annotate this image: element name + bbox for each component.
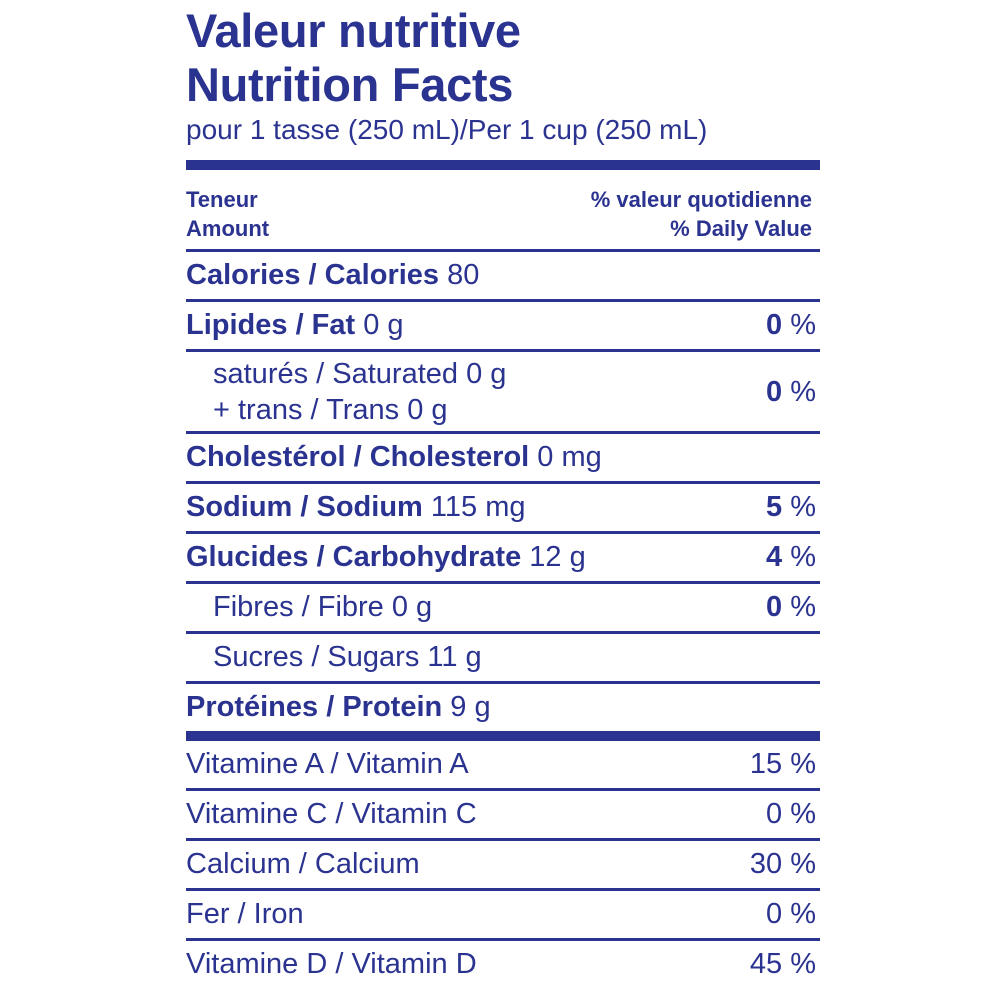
nutrient-row-carbohydrate — [186, 534, 820, 581]
vitamin-name: Calcium / Calcium — [186, 848, 420, 880]
daily-value-unit: % — [790, 375, 816, 408]
vitamin-daily-value: 0 % — [766, 798, 816, 830]
nutrition-facts-label — [186, 0, 820, 988]
nutrient-row-cholesterol — [186, 434, 820, 481]
nutrient-row-calories — [186, 252, 820, 299]
nutrient-row-fat — [186, 302, 820, 349]
nutrient-row-saturated-trans — [186, 352, 820, 431]
nutrient-amount: 12 g — [529, 541, 586, 573]
mineral-row-iron — [186, 891, 820, 938]
nutrient-row-protein — [186, 684, 820, 731]
vitamin-name: Vitamine D / Vitamin D — [186, 948, 477, 980]
nutrient-text: Fibres / Fibre 0 g — [213, 591, 433, 623]
vitamin-row-d — [186, 941, 820, 988]
thick-divider — [186, 160, 820, 170]
nutrient-amount: 80 — [447, 259, 480, 291]
daily-value-label-en: % Daily Value — [670, 216, 812, 241]
nutrient-amount: 0 mg — [537, 441, 602, 473]
nutrient-name: Calories / Calories — [186, 259, 440, 291]
vitamin-name: Fer / Iron — [186, 898, 304, 930]
daily-value-unit: % — [790, 491, 816, 523]
vitamin-daily-value: 15 % — [749, 748, 816, 780]
nutrient-amount: 0 g — [363, 309, 404, 341]
daily-value-unit: % — [790, 309, 816, 341]
nutrient-amount: 115 mg — [430, 491, 526, 523]
amount-label-fr: Teneur — [186, 187, 258, 212]
nutrient-row-sugars — [186, 634, 820, 681]
daily-value: 5 — [766, 491, 783, 523]
nutrient-text: Sucres / Sugars 11 g — [213, 641, 482, 673]
vitamin-daily-value: 0 % — [766, 898, 816, 930]
vitamin-name: Vitamine C / Vitamin C — [186, 798, 477, 830]
daily-value-label-fr: % valeur quotidienne — [590, 187, 812, 212]
nutrient-row-sodium — [186, 484, 820, 531]
nutrient-name: Protéines / Protein — [186, 691, 443, 723]
daily-value: 4 — [766, 541, 783, 573]
daily-value: 0 — [766, 591, 783, 623]
daily-value: 0 — [766, 309, 783, 341]
thick-divider — [186, 731, 820, 741]
serving-size: pour 1 tasse (250 mL)/Per 1 cup (250 mL) — [186, 114, 708, 145]
nutrient-name: Cholestérol / Cholesterol — [186, 441, 530, 473]
trans-fat: + trans / Trans 0 g — [213, 393, 448, 426]
title-english: Nutrition Facts — [186, 58, 514, 111]
daily-value: 0 — [766, 375, 783, 408]
vitamin-name: Vitamine A / Vitamin A — [186, 748, 469, 780]
nutrient-name: Sodium / Sodium — [186, 491, 423, 523]
vitamin-row-c — [186, 791, 820, 838]
nutrient-name: Glucides / Carbohydrate — [186, 541, 522, 573]
column-header — [186, 170, 820, 249]
nutrient-amount: 9 g — [450, 691, 491, 723]
daily-value-unit: % — [790, 591, 816, 623]
vitamin-daily-value: 30 % — [749, 848, 816, 880]
saturated-fat: saturés / Saturated 0 g — [213, 357, 507, 390]
daily-value-unit: % — [790, 541, 816, 573]
title-french: Valeur nutritive — [186, 4, 521, 57]
vitamin-row-a — [186, 741, 820, 788]
vitamin-daily-value: 45 % — [749, 948, 816, 980]
amount-label-en: Amount — [186, 216, 270, 241]
nutrient-name: Lipides / Fat — [186, 309, 356, 341]
mineral-row-calcium — [186, 841, 820, 888]
nutrient-row-fibre — [186, 584, 820, 631]
